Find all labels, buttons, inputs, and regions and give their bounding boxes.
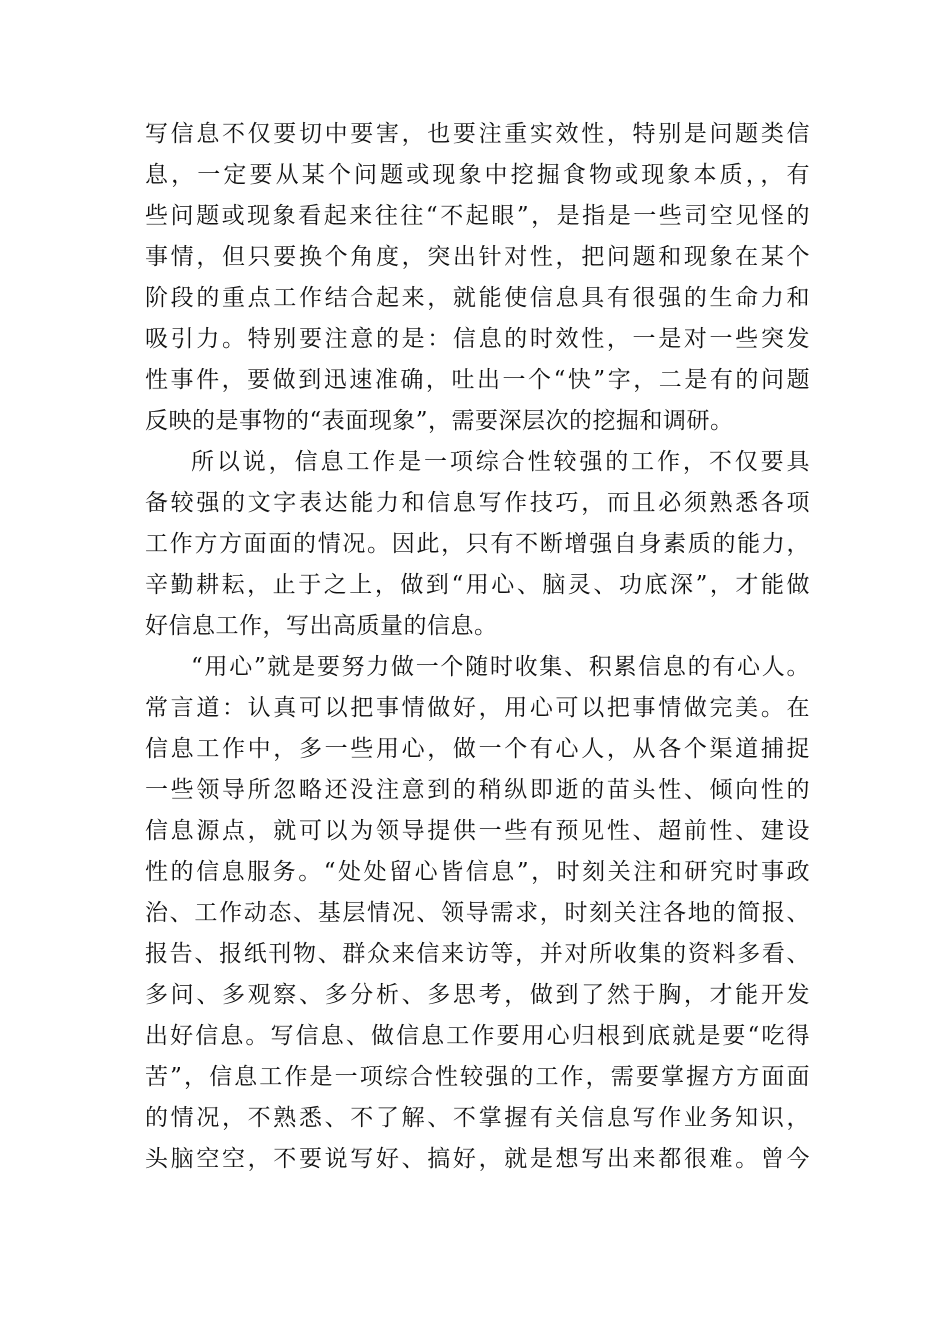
text-line: 苦”，信息工作是一项综合性较强的工作，需要掌握方方面面: [145, 1064, 810, 1090]
text-line: 信息工作中，多一些用心，做一个有心人，从各个渠道捕捉: [145, 736, 810, 762]
paragraph-3: [145, 647, 810, 1180]
text-line: 事情，但只要换个角度，突出针对性，把问题和现象在某个: [145, 244, 810, 270]
text-line: 反映的是事物的“表面现象”，需要深层次的挖掘和调研。: [145, 408, 734, 434]
paragraph-2: [145, 442, 810, 647]
document-body: [145, 114, 810, 1180]
text-line: 常言道：认真可以把事情做好，用心可以把事情做完美。在: [145, 695, 810, 721]
text-line: 多问、多观察、多分析、多思考，做到了然于胸，才能开发: [145, 982, 810, 1008]
text-line: 的情况，不熟悉、不了解、不掌握有关信息写作业务知识，: [145, 1105, 810, 1131]
text-line: 出好信息。写信息、做信息工作要用心归根到底就是要“吃得: [145, 1023, 810, 1049]
text-line: 信息源点，就可以为领导提供一些有预见性、超前性、建设: [145, 818, 810, 844]
text-line: 备较强的文字表达能力和信息写作技巧，而且必须熟悉各项: [145, 490, 810, 516]
text-line: 所以说，信息工作是一项综合性较强的工作，不仅要具: [191, 449, 810, 475]
text-line: 一些领导所忽略还没注意到的稍纵即逝的苗头性、倾向性的: [145, 777, 810, 803]
text-line: 性的信息服务。“处处留心皆信息”，时刻关注和研究时事政: [145, 859, 810, 885]
text-line: 头脑空空，不要说写好、搞好，就是想写出来都很难。曾今: [145, 1146, 810, 1172]
text-line: 辛勤耕耘，止于之上，做到“用心、脑灵、功底深”，才能做: [145, 572, 810, 598]
text-line: 吸引力。特别要注意的是：信息的时效性，一是对一些突发: [145, 326, 810, 352]
text-line: 治、工作动态、基层情况、领导需求，时刻关注各地的简报、: [145, 900, 810, 926]
text-line: 息，一定要从某个问题或现象中挖掘食物或现象本质，，有: [145, 162, 810, 188]
text-line: 工作方方面面的情况。因此，只有不断增强自身素质的能力，: [145, 531, 810, 557]
text-line: 好信息工作，写出高质量的信息。: [145, 613, 498, 639]
text-line: 阶段的重点工作结合起来，就能使信息具有很强的生命力和: [145, 285, 810, 311]
text-line: 性事件，要做到迅速准确，吐出一个“快”字，二是有的问题: [145, 367, 810, 393]
text-line: 报告、报纸刊物、群众来信来访等，并对所收集的资料多看、: [145, 941, 810, 967]
text-line: 些问题或现象看起来往往“不起眼”，是指是一些司空见怪的: [145, 203, 810, 229]
paragraph-1: [145, 114, 810, 442]
text-line: “用心”就是要努力做一个随时收集、积累信息的有心人。: [191, 654, 810, 680]
text-line: 写信息不仅要切中要害，也要注重实效性，特别是问题类信: [145, 121, 810, 147]
